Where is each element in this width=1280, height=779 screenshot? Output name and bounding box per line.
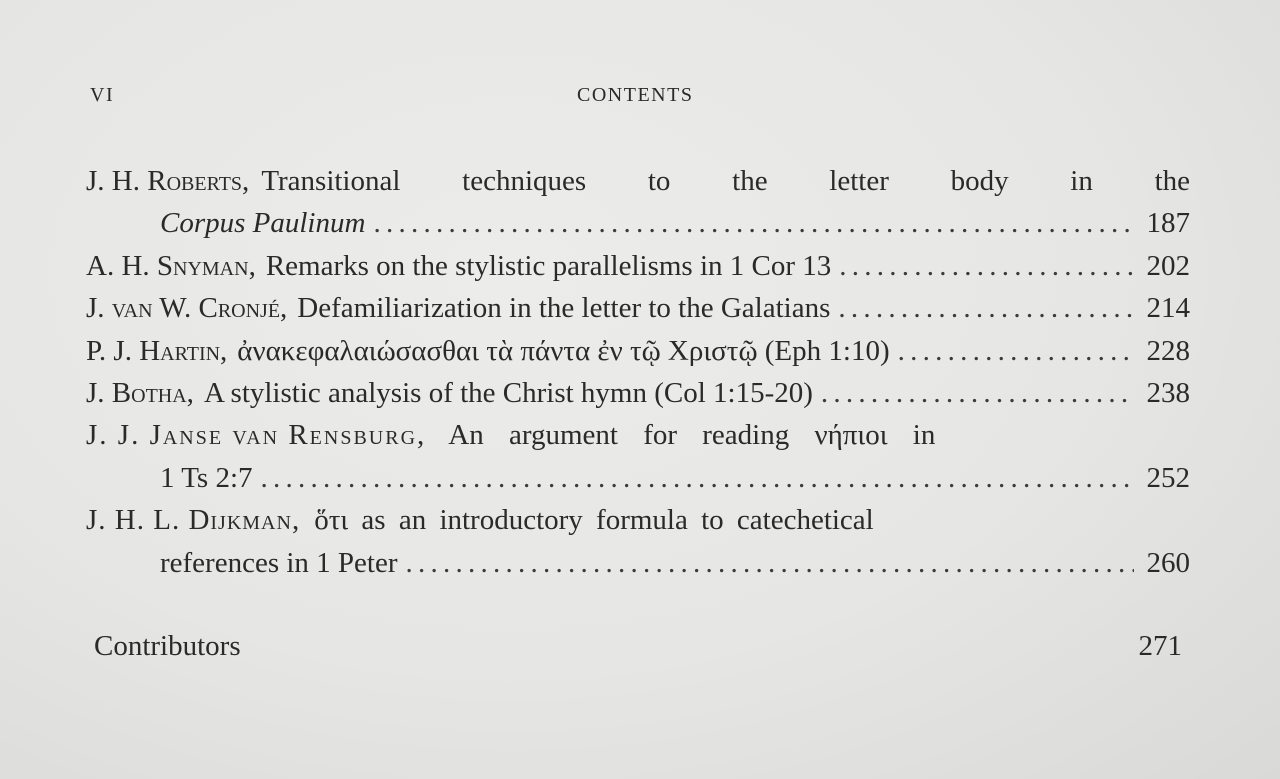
toc-entry-line <box>86 330 1190 372</box>
toc-entry-dijkman <box>86 499 1190 584</box>
contributors-label: Contributors <box>94 630 241 662</box>
entry-title: Remarks on the stylistic parallelisms in 1 Cor 13 <box>265 249 832 282</box>
toc-entry-cronje <box>86 287 1190 329</box>
entry-title-line2: Corpus Paulinum <box>160 207 366 240</box>
toc-entry-line <box>86 287 1190 329</box>
toc-entry-botha <box>86 372 1190 414</box>
toc-entry-line <box>86 499 1190 541</box>
entry-page-number: 238 <box>1146 377 1190 410</box>
entry-author: J. Botha, <box>86 377 194 410</box>
entry-author: P. J. Hartin, <box>86 334 228 367</box>
toc-entry-line <box>86 202 1190 244</box>
toc-entry-line <box>86 457 1190 499</box>
entry-author: J. H. Roberts, <box>86 165 250 197</box>
toc-entry-roberts <box>86 160 1190 245</box>
entry-page-number: 202 <box>1146 249 1190 282</box>
toc-entry-line <box>86 372 1190 414</box>
entry-title-line1: An argument for reading νήπιοι in <box>448 419 936 452</box>
table-of-contents <box>86 160 1190 584</box>
toc-entry-hartin <box>86 330 1190 372</box>
page-folio: VI <box>90 84 115 106</box>
entry-title-line1: Transitional techniques to the letter body in the <box>261 165 1190 197</box>
toc-entry-janse-van-rensburg <box>86 414 1190 499</box>
entry-page-number: 228 <box>1146 334 1190 367</box>
toc-entry-snyman <box>86 245 1190 287</box>
entry-title: ἀνακεφαλαιώσασθαι τὰ πάντα ἐν τῷ Χριστῷ (Eph 1:10) <box>237 334 890 367</box>
entry-title: A stylistic analysis of the Christ hymn (Col 1:15-20) <box>203 377 813 410</box>
running-head-title: CONTENTS <box>577 84 694 106</box>
entry-title: Defamiliarization in the letter to the Galatians <box>297 292 831 325</box>
dot-leader <box>839 245 1134 287</box>
toc-entry-line <box>86 414 1190 456</box>
dot-leader <box>373 202 1134 244</box>
dot-leader <box>898 330 1134 372</box>
entry-title-line2: references in 1 Peter <box>160 546 398 579</box>
dot-leader <box>406 542 1134 584</box>
entry-title-line2: 1 Ts 2:7 <box>160 461 253 494</box>
toc-entry-contributors <box>94 630 1182 663</box>
toc-entry-line <box>86 542 1190 584</box>
running-head <box>90 84 1190 114</box>
entry-author: J. van W. Cronjé, <box>86 292 288 325</box>
contributors-page-number: 271 <box>1138 630 1182 662</box>
entry-author: J. H. L. Dijkman, <box>86 504 301 537</box>
toc-entry-line <box>86 245 1190 287</box>
entry-author: A. H. Snyman, <box>86 249 256 282</box>
entry-author: J. J. Janse van Rensburg, <box>86 419 427 452</box>
entry-page-number: 187 <box>1146 207 1190 240</box>
entry-page-number: 252 <box>1146 461 1190 494</box>
dot-leader <box>838 287 1134 329</box>
entry-page-number: 214 <box>1146 292 1190 325</box>
dot-leader <box>821 372 1134 414</box>
dot-leader <box>261 457 1134 499</box>
entry-title-line1: ὅτι as an introductory formula to catechetical <box>314 504 874 537</box>
toc-entry-line <box>86 160 1190 202</box>
entry-page-number: 260 <box>1146 546 1190 579</box>
